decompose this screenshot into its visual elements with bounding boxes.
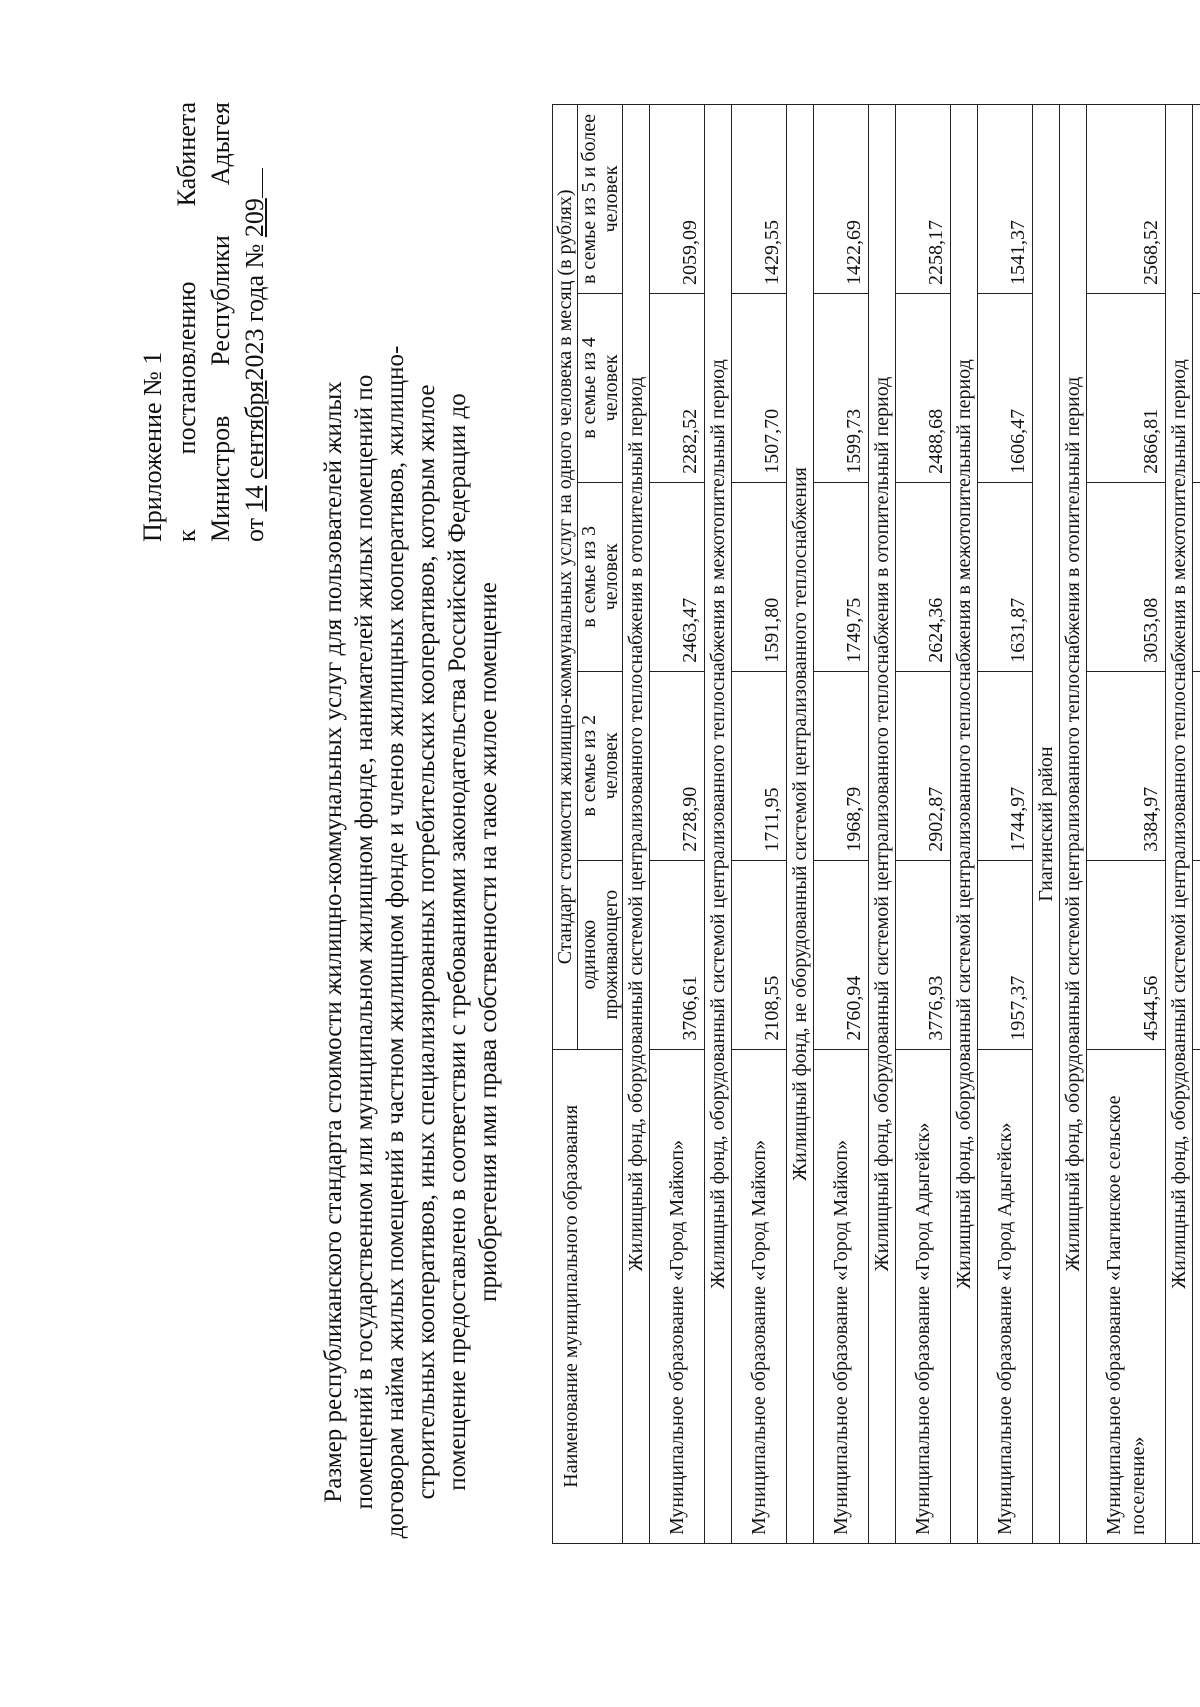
- section-row: [623, 105, 650, 1544]
- empty-cell: [1193, 860, 1200, 1049]
- value-cell: 2624,36: [896, 482, 951, 671]
- empty-row: [1193, 105, 1200, 1544]
- table-row: [1087, 105, 1166, 1544]
- approval-block: [136, 102, 272, 542]
- column-header: в семье из 2 человек: [578, 671, 623, 860]
- empty-cell: [1193, 1049, 1200, 1543]
- value-cell: 3706,61: [650, 860, 705, 1049]
- date-prefix: от: [240, 517, 269, 542]
- table-row: [978, 105, 1033, 1544]
- value-cell: 1744,97: [978, 671, 1033, 860]
- value-cell: 2568,52: [1087, 105, 1166, 294]
- date-day: 14: [240, 485, 269, 512]
- value-cell: 1631,87: [978, 482, 1033, 671]
- value-cell: 2059,09: [650, 105, 705, 294]
- value-cell: 3053,08: [1087, 482, 1166, 671]
- value-cell: 2760,94: [814, 860, 869, 1049]
- value-cell: 2282,52: [650, 293, 705, 482]
- value-cell: 2258,17: [896, 105, 951, 294]
- decree-number: 209: [240, 198, 269, 238]
- header-group-cell: Стандарт стоимости жилищно-коммунальных услуг на одного человека в месяц (в рублях): [553, 105, 578, 1050]
- column-header: одиноко проживающего: [578, 860, 623, 1049]
- approval-word: Кабинета: [172, 102, 201, 207]
- value-cell: 1591,80: [732, 482, 787, 671]
- value-cell: 2108,55: [732, 860, 787, 1049]
- value-cell: 2488,68: [896, 293, 951, 482]
- section-row: [705, 105, 732, 1544]
- section-row: [1033, 105, 1060, 1544]
- date-month: сентября: [240, 380, 269, 479]
- value-cell: 1749,75: [814, 482, 869, 671]
- rotated-document-page: [28, 92, 1190, 1652]
- section-label: Жилищный фонд, оборудованный системой централизованного теплоснабжения в отопительный период: [869, 105, 896, 1544]
- standards-table: [552, 104, 1200, 1544]
- table-row: [814, 105, 869, 1544]
- table-row: [650, 105, 705, 1544]
- table-body: [623, 105, 1200, 1544]
- approval-line-2: [170, 102, 204, 542]
- appendix-number: Приложение № 1: [138, 351, 167, 542]
- empty-cell: [1193, 671, 1200, 860]
- section-label: Жилищный фонд, оборудованный системой централизованного теплоснабжения в отопительный период: [1060, 105, 1087, 1544]
- section-label: Жилищный фонд, оборудованный системой централизованного теплоснабжения в межотопительный период: [705, 105, 732, 1544]
- approval-word: Республики: [206, 235, 235, 366]
- table-row: [896, 105, 951, 1544]
- section-label: Жилищный фонд, не оборудованный системой централизованного теплоснабжения: [787, 105, 814, 1544]
- value-cell: 1507,70: [732, 293, 787, 482]
- value-cell: 2902,87: [896, 671, 951, 860]
- value-cell: 1711,95: [732, 671, 787, 860]
- section-label: Жилищный фонд, оборудованный системой централизованного теплоснабжения в межотопительный период: [951, 105, 978, 1544]
- section-label: Жилищный фонд, оборудованный системой централизованного теплоснабжения в отопительный период: [623, 105, 650, 1544]
- column-header: в семье из 3 человек: [578, 482, 623, 671]
- value-cell: 4544,56: [1087, 860, 1166, 1049]
- value-cell: 1968,79: [814, 671, 869, 860]
- value-cell: 1599,73: [814, 293, 869, 482]
- approval-word: Адыгея: [206, 102, 235, 186]
- value-cell: 1957,37: [978, 860, 1033, 1049]
- value-cell: 1429,55: [732, 105, 787, 294]
- section-label: Гиагинский район: [1033, 105, 1060, 1544]
- empty-cell: [1193, 293, 1200, 482]
- section-label: Жилищный фонд, оборудованный системой централизованного теплоснабжения в межотопительный период: [1166, 105, 1193, 1544]
- municipality-name: Муниципальное образование «Город Адыгейск»: [896, 1049, 951, 1543]
- value-cell: 1606,47: [978, 293, 1033, 482]
- municipality-name: Муниципальное образование «Гиагинское сельское поселение»: [1087, 1049, 1166, 1543]
- municipality-name: Муниципальное образование «Город Майкоп»: [732, 1049, 787, 1543]
- section-row: [787, 105, 814, 1544]
- value-cell: 1422,69: [814, 105, 869, 294]
- column-header: в семье из 5 и более человек: [578, 105, 623, 294]
- section-row: [1166, 105, 1193, 1544]
- municipality-name: Муниципальное образование «Город Майкоп»: [814, 1049, 869, 1543]
- document-title: Размер республиканского стандарта стоимости жилищно-коммунальных услуг для пользователей жилых помещений в государственном или муниципальном жилищном фонде, нанимателей жилых помещений по договорам найма жилых помещений в частном жилищном фонде и членов жилищных кооперативов, жилищно-строительных кооперативов, иных специализированных потребительских кооперативов, которым жилое помещение предоставлено в соответствии с требованиями законодательства Российской Федерации до приобретения ими права собственности на такое жилое помещение: [320, 345, 502, 1539]
- value-cell: 3776,93: [896, 860, 951, 1049]
- approval-word: к: [172, 529, 201, 542]
- value-cell: 2866,81: [1087, 293, 1166, 482]
- section-row: [869, 105, 896, 1544]
- value-cell: 1541,37: [978, 105, 1033, 294]
- approval-word: постановлению: [172, 281, 201, 455]
- column-header: в семье из 4 человек: [578, 293, 623, 482]
- approval-line-3: [204, 102, 238, 542]
- approval-word: Министров: [206, 415, 235, 542]
- value-cell: 2728,90: [650, 671, 705, 860]
- municipality-name: Муниципальное образование «Город Адыгейск»: [978, 1049, 1033, 1543]
- value-cell: 2463,47: [650, 482, 705, 671]
- section-row: [1060, 105, 1087, 1544]
- header-name-cell: Наименование муниципального образования: [553, 1049, 623, 1543]
- table-row: [732, 105, 787, 1544]
- empty-cell: [1193, 105, 1200, 294]
- municipality-name: Муниципальное образование «Город Майкоп»: [650, 1049, 705, 1543]
- approval-date-line: [238, 102, 272, 542]
- empty-cell: [1193, 482, 1200, 671]
- value-cell: 3384,97: [1087, 671, 1166, 860]
- date-year: 2023 года №: [240, 243, 269, 381]
- section-row: [951, 105, 978, 1544]
